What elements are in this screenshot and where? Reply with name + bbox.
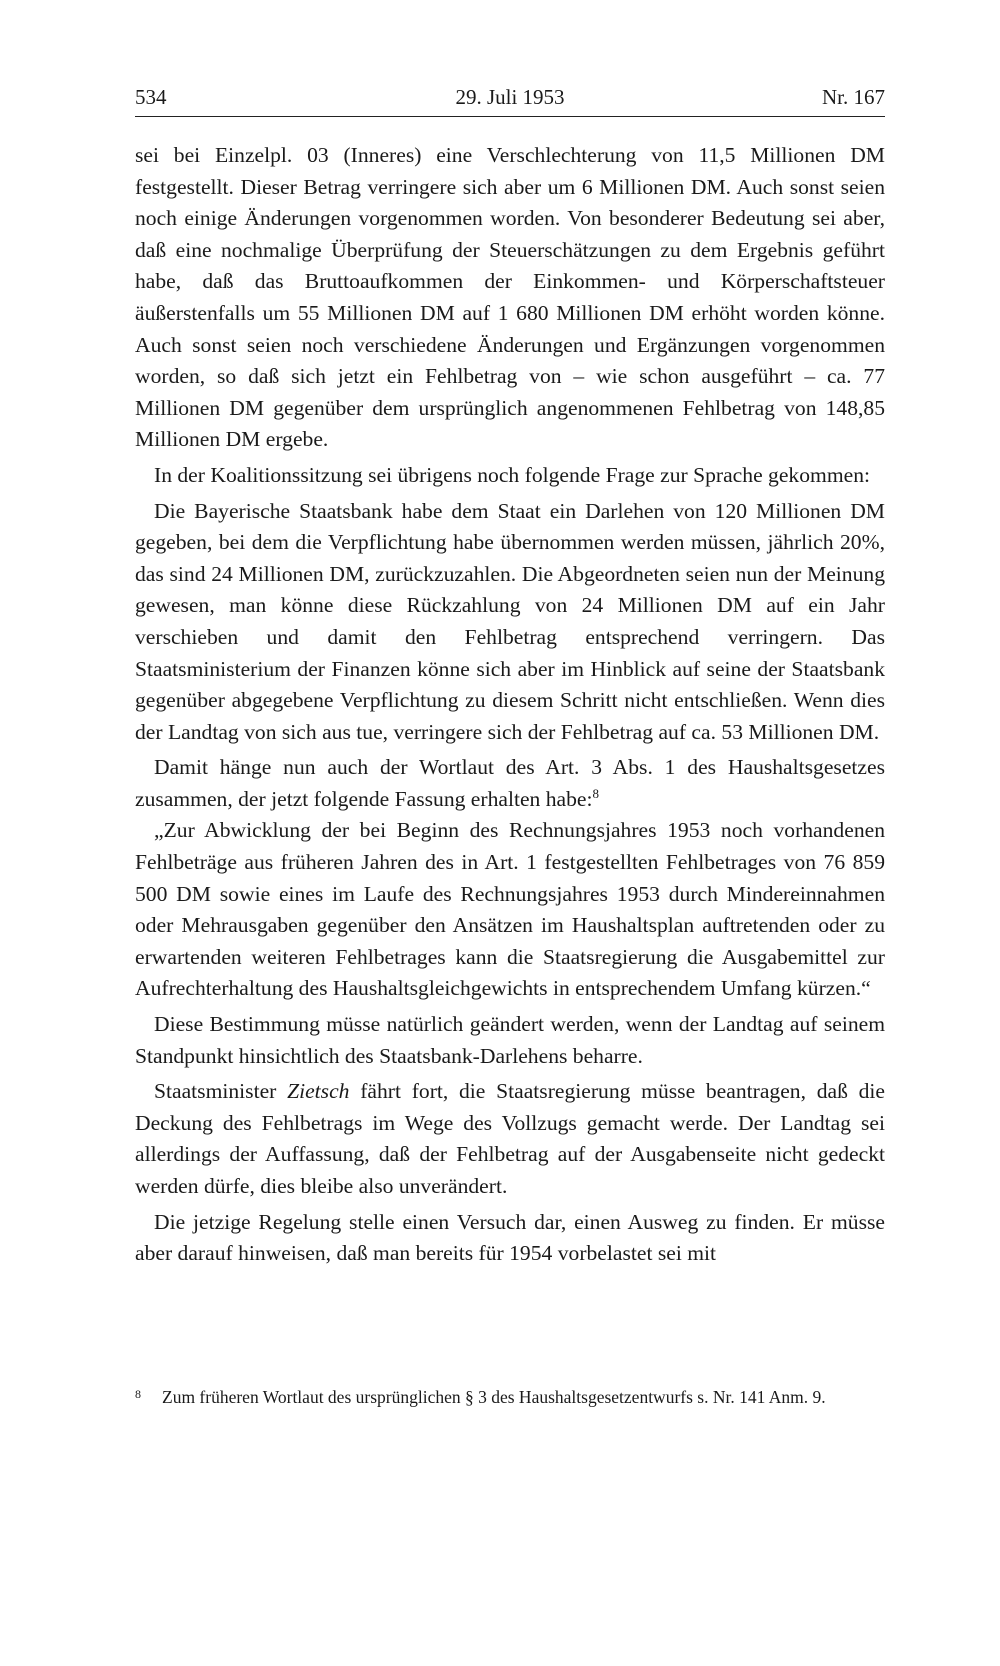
running-header [135,80,885,117]
paragraph: Diese Bestimmung müsse natürlich geändert werden, wenn der Landtag auf seinem Standpunkt hinsichtlich des Staatsbank-Darlehens beharre. [135,1012,885,1068]
footnote-number: 8 [135,1387,141,1401]
page-number: 534 [135,85,167,109]
paragraph: Die Bayerische Staatsbank habe dem Staat ein Darlehen von 120 Millionen DM gegeben, bei dem die Verpflichtung habe übernommen werden müssen, jährlich 20%, das sind 24 Millionen DM, zurückzuzahlen. Die Abgeordneten seien nun der Meinung gewesen, man könne diese Rückzahlung von 24 Millionen DM auf ein Jahr verschieben und damit den Fehlbetrag entsprechend verringern. Das Staatsministerium der Finanzen könne sich aber im Hinblick auf seine der Staatsbank gegenüber abgegebene Verpflichtung zu diesem Schritt nicht entschließen. Wenn dies der Landtag von sich aus tue, verringere sich der Fehlbetrag auf ca. 53 Millionen DM. [135,498,885,744]
paragraph-text: fährt fort, die Staatsregierung müsse beantragen, daß die Deckung des Fehlbetrags im Wege des Vollzugs gemacht werde. Der Landtag sei allerdings der Auffassung, daß der Fehlbetrag auf der Ausgabenseite nicht gedeckt werden dürfe, dies bleibe also unverändert. [135,1079,886,1198]
header-date: 29. Juli 1953 [455,85,565,109]
paragraph: Die jetzige Regelung stelle einen Versuch dar, einen Ausweg zu finden. Er müsse aber darauf hinweisen, daß man bereits für 1954 vorbelastet sei mit [135,1209,885,1266]
paragraph [135,752,885,815]
paragraph-text: Damit hänge nun auch der Wortlaut des Art. 3 Abs. 1 des Haushaltsgesetzes zusammen, der jetzt folgende Fassung erhalten habe: [135,755,885,811]
quoted-paragraph: „Zur Abwicklung der bei Beginn des Rechnungsjahres 1953 noch vorhandenen Fehlbeträge aus früheren Jahren des in Art. 1 festgestellten Fehlbetrages von 76 859 500 DM sowie eines im Laufe des Rechnungsjahres 1953 durch Mindereinnahmen oder Mehrausgaben gegenüber den Ansätzen im Haushaltsplan auftretenden oder zu erwartenden weiteren Fehlbetrages kann die Staatsregierung die Ausgabemittel zur Aufrechterhaltung des Haushaltsgleichgewichts in entsprechendem Umfang kürzen.“ [135,818,885,1001]
footnote-reference[interactable]: 8 [592,785,600,801]
footnotes [135,1385,885,1410]
paragraph: In der Koalitionssitzung sei übrigens noch folgende Frage zur Sprache gekommen: [154,462,870,487]
footnote [135,1385,885,1410]
paragraph: sei bei Einzelpl. 03 (Inneres) eine Verschlechterung von 11,5 Millionen DM festgestellt. Dieser Betrag verringere sich aber um 6 Millionen DM. Auch sonst seien noch einige Änderungen vorgenommen worden. Von besonderer Bedeutung sei aber, daß eine nochmalige Überprüfung der Steuerschätzungen zu dem Ergebnis geführt habe, daß das Bruttoaufkommen der Einkommen- und Körperschaftsteuer äußerstenfalls um 55 Millionen DM auf 1 680 Millionen DM erhöht worden könne. Auch sonst seien noch verschiedene Änderungen und Ergänzungen vorgenommen worden, so daß sich jetzt ein Fehlbetrag von – wie schon ausgeführt – ca. 77 Millionen DM gegenüber dem ursprünglich angenommenen Fehlbetrag von 148,85 Millionen DM ergebe. [135,143,885,452]
footnote-text: Zum früheren Wortlaut des ursprünglichen § 3 des Haushaltsgesetzentwurfs s. Nr. 141 Anm. 9. [162,1387,826,1407]
body-text [135,140,885,1270]
document-number: Nr. 167 [822,85,885,109]
paragraph-text: Staatsminister [154,1079,288,1104]
paragraph [135,1076,885,1202]
speaker-name: Zietsch [287,1079,350,1104]
